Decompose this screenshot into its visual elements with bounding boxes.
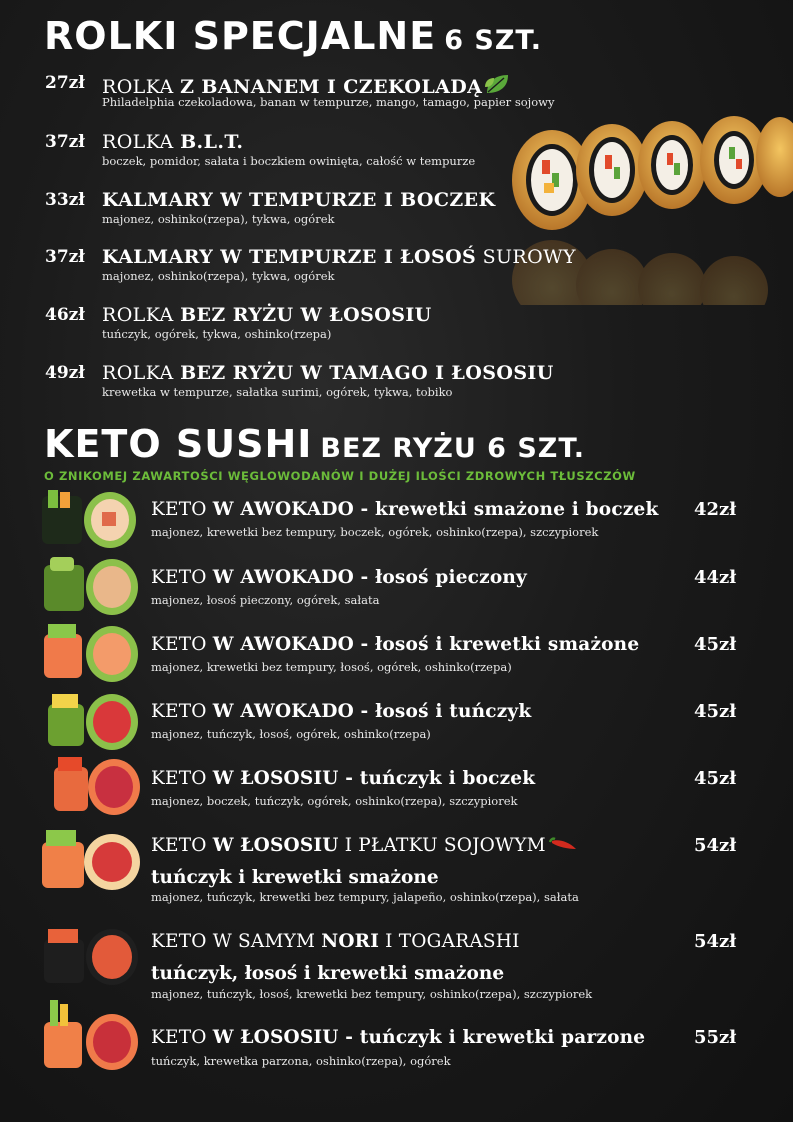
leaf-icon: [484, 73, 510, 95]
keto-thumbnail: [38, 690, 142, 752]
item-price: 33zł: [45, 190, 85, 210]
item-name-line2: tuńczyk, łosoś i krewetki smażone: [151, 963, 505, 984]
item-price: 37zł: [45, 247, 85, 267]
item-description: majonez, boczek, tuńczyk, ogórek, oshinko(rzepa), szczypiorek: [151, 794, 518, 808]
item-description: majonez, oshinko(rzepa), tykwa, ogórek: [102, 269, 335, 283]
item-name-part: W ŁOSOSIU - tuńczyk i boczek: [212, 768, 536, 789]
item-name-part: W AWOKADO - łosoś i krewetki smażone: [212, 634, 640, 655]
item-name-part: Z BANANEM I CZEKOLADĄ: [180, 76, 483, 98]
keto-thumbnail: [38, 488, 142, 550]
item-name-part: KALMARY W TEMPURZE I BOCZEK: [102, 189, 496, 211]
item-name: [102, 247, 576, 267]
item-name-part: I TOGARASHI: [379, 931, 520, 952]
keto-thumbnail: [38, 622, 142, 684]
item-name-part: KETO: [151, 835, 213, 856]
item-name-part: W SAMYM: [212, 931, 322, 952]
item-name-line2: tuńczyk i krewetki smażone: [151, 867, 439, 888]
item-description: majonez, krewetki bez tempury, boczek, ogórek, oshinko(rzepa), szczypiorek: [151, 525, 599, 539]
keto-thumbnail: [38, 1000, 142, 1072]
item-name: [102, 305, 432, 325]
item-name: [151, 931, 520, 953]
item-name-part: W ŁOSOSIU - tuńczyk i krewetki parzone: [212, 1027, 646, 1048]
item-price: 42zł: [694, 499, 737, 520]
item-price: 54zł: [694, 931, 737, 952]
item-description: boczek, pomidor, sałata i boczkiem owinięta, całość w tempurze: [102, 154, 476, 168]
item-price: 45zł: [694, 768, 737, 789]
item-name-part: SUROWY: [476, 246, 576, 268]
item-name-part: ROLKA: [102, 362, 181, 384]
item-name: [102, 132, 243, 152]
item-price: 37zł: [45, 132, 85, 152]
item-name-part: W ŁOSOSIU: [212, 835, 339, 856]
item-name-part: ROLKA: [102, 304, 181, 326]
item-description: tuńczyk, krewetka parzona, oshinko(rzepa), ogórek: [151, 1054, 451, 1068]
item-price: 45zł: [694, 701, 737, 722]
item-name: [151, 768, 535, 790]
item-description: majonez, krewetki bez tempury, łosoś, ogórek, oshinko(rzepa): [151, 660, 512, 674]
item-price: 45zł: [694, 634, 737, 655]
item-name-part: KETO: [151, 567, 213, 588]
item-name: [151, 499, 659, 521]
item-description: tuńczyk, ogórek, tykwa, oshinko(rzepa): [102, 327, 332, 341]
tempura-roll-photo: [512, 115, 793, 305]
keto-title-text: KETO SUSHI: [44, 422, 313, 466]
item-description: majonez, oshinko(rzepa), tykwa, ogórek: [102, 212, 335, 226]
item-name-part: KETO: [151, 1027, 213, 1048]
item-name-part: I PŁATKU SOJOWYM: [338, 835, 546, 856]
item-name: [102, 363, 554, 383]
item-name: [151, 567, 527, 589]
item-name-part: łosoś pieczony: [375, 567, 527, 588]
item-name-part: W AWOKADO: [212, 701, 354, 722]
item-name: [102, 190, 495, 210]
item-name: [151, 634, 639, 656]
item-price: 49zł: [45, 363, 85, 383]
item-description: majonez, tuńczyk, łosoś, ogórek, oshinko(rzepa): [151, 727, 431, 741]
item-description: krewetka w tempurze, sałatka surimi, ogórek, tykwa, tobiko: [102, 385, 453, 399]
item-name-part: BEZ RYŻU W TAMAGO I ŁOSOSIU: [180, 362, 554, 384]
item-name-part: B.L.T.: [180, 131, 244, 153]
item-name-part: KETO: [151, 931, 213, 952]
item-description: majonez, tuńczyk, krewetki bez tempury, jalapeño, oshinko(rzepa), sałata: [151, 890, 579, 904]
item-name-part: BEZ RYŻU W ŁOSOSIU: [180, 304, 432, 326]
keto-thumbnail: [38, 755, 142, 817]
item-price: 46zł: [45, 305, 85, 325]
keto-thumbnail: [38, 830, 142, 892]
item-description: majonez, łosoś pieczony, ogórek, sałata: [151, 593, 380, 607]
item-name: [151, 701, 531, 723]
item-name-part: ROLKA: [102, 76, 181, 98]
item-name-part: ROLKA: [102, 131, 181, 153]
keto-thumbnail: [38, 555, 142, 617]
item-price: 54zł: [694, 835, 737, 856]
item-name: [151, 835, 580, 857]
keto-title-suffix: BEZ RYŻU 6 SZT.: [320, 433, 585, 464]
item-description: Philadelphia czekoladowa, banan w tempurze, mango, tamago, papier sojowy: [102, 95, 555, 109]
item-name: [151, 1027, 645, 1049]
special-section-title: [44, 14, 542, 63]
keto-subtitle: O ZNIKOMEJ ZAWARTOŚCI WĘGLOWODANÓW I DUŻEJ ILOŚCI ZDROWYCH TŁUSZCZÓW: [44, 469, 636, 483]
item-name-part: W AWOKADO -: [212, 567, 376, 588]
item-price: 55zł: [694, 1027, 737, 1048]
item-price: 27zł: [45, 73, 85, 93]
item-name-part: NORI: [321, 931, 380, 952]
item-name-part: - łosoś i tuńczyk: [353, 701, 532, 722]
chili-icon: [548, 835, 580, 853]
item-price: 44zł: [694, 567, 737, 588]
item-name: [102, 73, 510, 97]
item-description: majonez, tuńczyk, łosoś, krewetki bez tempury, oshinko(rzepa), szczypiorek: [151, 987, 593, 1001]
item-name-part: KETO: [151, 701, 213, 722]
special-title-suffix: 6 SZT.: [444, 25, 542, 56]
item-name-part: W AWOKADO - krewetki smażone i boczek: [212, 499, 659, 520]
special-title-text: ROLKI SPECJALNE: [44, 14, 437, 58]
item-name-part: KETO: [151, 768, 213, 789]
item-name-part: KETO: [151, 634, 213, 655]
item-name-part: KETO: [151, 499, 213, 520]
keto-section-title: [44, 422, 585, 471]
item-name-part: KALMARY W TEMPURZE I ŁOSOŚ: [102, 246, 477, 268]
keto-thumbnail: [38, 925, 142, 987]
